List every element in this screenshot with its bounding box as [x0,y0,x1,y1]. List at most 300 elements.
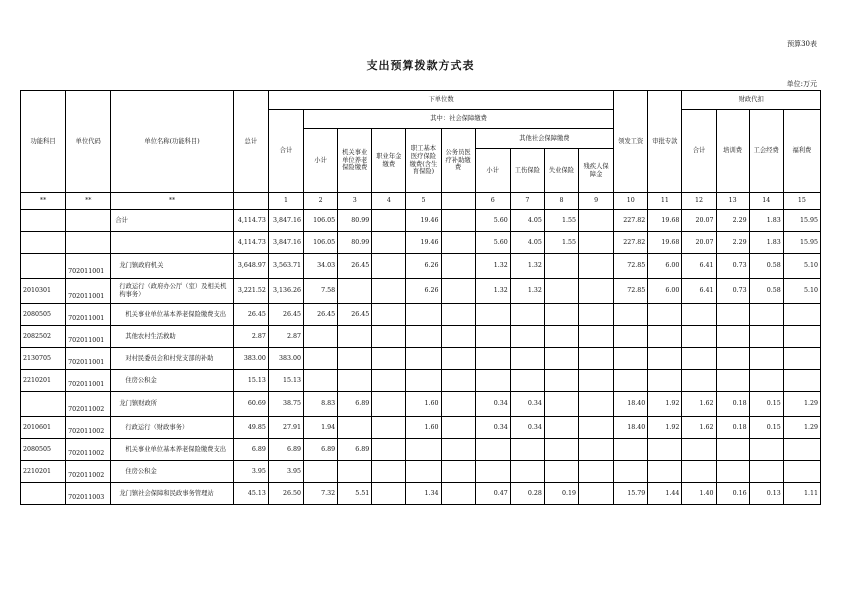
value-cell [579,392,614,417]
header-unit-name: 单位名称(功能科目) [111,91,233,193]
value-cell [716,439,749,461]
value-cell [510,348,544,370]
unit-name-cell: 龙门镇财政所 [111,392,233,417]
unit-code-cell: 702011001 [66,370,111,392]
value-cell [579,304,614,326]
value-cell: 6.89 [268,439,303,461]
value-cell: 1.83 [749,232,783,254]
value-cell: 3,136.26 [268,279,303,304]
index-cell: 3 [338,193,372,210]
value-cell [475,370,510,392]
unit-name-cell: 住房公积金 [111,461,233,483]
value-cell [648,348,682,370]
table-row [21,483,821,505]
value-cell: 5.10 [783,254,820,279]
budget-table [20,90,821,505]
func-code-cell [21,254,66,279]
value-cell [648,439,682,461]
value-cell [682,370,716,392]
value-cell: 0.28 [510,483,544,505]
table-row [21,461,821,483]
func-code-cell: 2210201 [21,370,66,392]
header-audit: 审批专款 [648,91,682,193]
value-cell: 1.32 [510,279,544,304]
value-cell: 0.18 [716,417,749,439]
header-disabled: 残疾人保障金 [579,149,614,193]
value-cell: 60.69 [233,392,268,417]
value-cell: 106.05 [304,232,338,254]
unit-name-cell: 机关事业单位基本养老保险缴费支出 [111,304,233,326]
value-cell: 1.32 [510,254,544,279]
value-cell [441,232,475,254]
value-cell [372,461,406,483]
index-cell: 2 [304,193,338,210]
value-cell: 3.95 [268,461,303,483]
unit-name-cell: 行政运行（财政事务） [111,417,233,439]
value-cell: 4,114.73 [233,232,268,254]
value-cell: 19.68 [648,232,682,254]
value-cell [338,326,372,348]
value-cell: 5.60 [475,210,510,232]
value-cell [544,279,578,304]
value-cell: 49.85 [233,417,268,439]
func-code-cell: 2082502 [21,326,66,348]
value-cell [682,348,716,370]
value-cell [406,326,441,348]
value-cell [648,304,682,326]
value-cell [304,326,338,348]
func-code-cell: 2010301 [21,279,66,304]
table-body [21,210,821,505]
value-cell: 15.95 [783,210,820,232]
header-finance: 财政代扣 [682,91,821,110]
value-cell [614,439,648,461]
unit-name-cell: 龙门镇政府机关 [111,254,233,279]
value-cell [579,417,614,439]
value-cell [441,417,475,439]
value-cell: 18.40 [614,392,648,417]
header-os-small: 小计 [475,149,510,193]
value-cell [579,254,614,279]
unit-code-cell [66,210,111,232]
value-cell: 80.99 [338,232,372,254]
header-civil-med: 公务员医疗补助缴费 [441,129,475,193]
value-cell [406,348,441,370]
value-cell: 6.41 [682,254,716,279]
value-cell [304,370,338,392]
value-cell: 227.82 [614,232,648,254]
value-cell: 106.05 [304,210,338,232]
value-cell [372,439,406,461]
index-row [21,193,821,210]
value-cell [716,348,749,370]
value-cell [372,483,406,505]
value-cell: 45.13 [233,483,268,505]
value-cell [648,370,682,392]
header-unemp: 失业保险 [544,149,578,193]
value-cell: 0.58 [749,279,783,304]
value-cell [544,304,578,326]
unit-name-cell: 对村民委员会和村党支部的补助 [111,348,233,370]
header-lower-units: 下单位数 [268,91,613,110]
value-cell: 1.40 [682,483,716,505]
value-cell [783,439,820,461]
value-cell: 383.00 [268,348,303,370]
value-cell: 2.87 [268,326,303,348]
index-cell: 15 [783,193,820,210]
value-cell: 80.99 [338,210,372,232]
header-social: 其中：社会保障缴费 [304,110,614,129]
value-cell [372,348,406,370]
header-total: 总计 [233,91,268,193]
value-cell: 1.32 [475,254,510,279]
value-cell: 27.91 [268,417,303,439]
header-annuity: 职业年金缴费 [372,129,406,193]
header-pension: 机关事业单位养老保险缴费 [338,129,372,193]
func-code-cell: 2010601 [21,417,66,439]
value-cell [441,210,475,232]
value-cell [510,461,544,483]
value-cell [372,304,406,326]
value-cell [579,483,614,505]
unit-name-cell: 机关事业单位基本养老保险缴费支出 [111,439,233,461]
func-code-cell: 2080505 [21,439,66,461]
table-header [21,91,821,210]
value-cell [749,439,783,461]
header-small: 小计 [304,129,338,193]
value-cell: 4.05 [510,232,544,254]
value-cell [441,304,475,326]
value-cell [372,210,406,232]
value-cell: 20.07 [682,210,716,232]
value-cell [406,461,441,483]
unit-name-cell [111,232,233,254]
unit-code-cell [66,232,111,254]
header-other-social: 其他社会保障缴费 [475,129,614,149]
header-injury: 工伤保险 [510,149,544,193]
unit-name-cell: 龙门镇社会保障和民政事务管理站 [111,483,233,505]
value-cell: 0.73 [716,279,749,304]
value-cell [441,279,475,304]
value-cell [304,461,338,483]
value-cell [716,304,749,326]
value-cell: 38.75 [268,392,303,417]
value-cell: 3,563.71 [268,254,303,279]
value-cell [441,392,475,417]
value-cell: 15.13 [233,370,268,392]
unit-name-cell: 行政运行（政府办公厅（室）及相关机构事务） [111,279,233,304]
value-cell [372,392,406,417]
header-salary: 领发工资 [614,91,648,193]
value-cell [614,348,648,370]
value-cell [372,326,406,348]
value-cell [544,439,578,461]
table-row [21,279,821,304]
value-cell: 3,648.97 [233,254,268,279]
value-cell: 6.41 [682,279,716,304]
value-cell [544,392,578,417]
value-cell: 6.89 [338,392,372,417]
value-cell [749,326,783,348]
value-cell [544,461,578,483]
value-cell: 7.32 [304,483,338,505]
value-cell [648,461,682,483]
value-cell: 0.34 [510,392,544,417]
value-cell [372,279,406,304]
value-cell: 3.95 [233,461,268,483]
unit-name-cell: 其他农村生活救助 [111,326,233,348]
func-code-cell [21,210,66,232]
value-cell [648,326,682,348]
value-cell: 0.18 [716,392,749,417]
value-cell: 227.82 [614,210,648,232]
unit-label: 单位:万元 [786,80,817,88]
value-cell [716,326,749,348]
value-cell [441,483,475,505]
unit-code-cell: 702011002 [66,417,111,439]
value-cell [406,370,441,392]
value-cell: 26.45 [338,304,372,326]
value-cell: 0.58 [749,254,783,279]
value-cell: 1.94 [304,417,338,439]
value-cell: 1.29 [783,417,820,439]
value-cell [441,461,475,483]
value-cell: 4.05 [510,210,544,232]
index-cell [233,193,268,210]
value-cell [749,370,783,392]
value-cell: 72.85 [614,254,648,279]
value-cell [475,304,510,326]
value-cell [372,417,406,439]
table-row [21,254,821,279]
index-cell: 9 [579,193,614,210]
value-cell: 18.40 [614,417,648,439]
value-cell [579,439,614,461]
value-cell [544,348,578,370]
value-cell [510,370,544,392]
value-cell: 2.29 [716,210,749,232]
func-code-cell [21,483,66,505]
value-cell: 7.58 [304,279,338,304]
value-cell: 3,847.16 [268,210,303,232]
value-cell [510,439,544,461]
unit-code-cell: 702011002 [66,392,111,417]
unit-code-cell: 702011002 [66,439,111,461]
header-fin-sum: 合计 [682,110,716,193]
value-cell: 1.60 [406,392,441,417]
value-cell [441,348,475,370]
doc-number: 预算30表 [787,40,817,48]
value-cell [475,439,510,461]
value-cell: 1.62 [682,392,716,417]
value-cell [406,439,441,461]
value-cell: 383.00 [233,348,268,370]
func-code-cell [21,392,66,417]
value-cell: 26.50 [268,483,303,505]
unit-name-cell: 住房公积金 [111,370,233,392]
func-code-cell [21,232,66,254]
value-cell [475,326,510,348]
func-code-cell: 2080505 [21,304,66,326]
value-cell [510,304,544,326]
index-cell: 10 [614,193,648,210]
value-cell [475,348,510,370]
index-cell: 13 [716,193,749,210]
value-cell [579,348,614,370]
index-cell: ** [21,193,66,210]
value-cell [783,461,820,483]
table-row [21,326,821,348]
value-cell: 0.47 [475,483,510,505]
value-cell: 8.83 [304,392,338,417]
value-cell: 5.51 [338,483,372,505]
value-cell [304,348,338,370]
index-cell: 11 [648,193,682,210]
value-cell [579,461,614,483]
value-cell [579,210,614,232]
unit-code-cell: 702011001 [66,326,111,348]
value-cell [338,279,372,304]
value-cell [614,370,648,392]
index-cell: 14 [749,193,783,210]
index-cell: 6 [475,193,510,210]
value-cell: 4,114.73 [233,210,268,232]
unit-name-cell: 合计 [111,210,233,232]
unit-code-cell: 702011001 [66,348,111,370]
table-row [21,439,821,461]
value-cell: 26.45 [304,304,338,326]
index-cell: ** [111,193,233,210]
value-cell: 6.89 [233,439,268,461]
value-cell: 0.34 [510,417,544,439]
value-cell: 26.45 [268,304,303,326]
value-cell: 15.79 [614,483,648,505]
table-row [21,348,821,370]
value-cell [441,370,475,392]
value-cell: 19.68 [648,210,682,232]
value-cell: 0.34 [475,417,510,439]
value-cell [614,461,648,483]
value-cell [441,254,475,279]
value-cell [510,326,544,348]
value-cell: 5.60 [475,232,510,254]
value-cell [783,370,820,392]
value-cell [338,417,372,439]
value-cell: 15.95 [783,232,820,254]
value-cell [716,370,749,392]
value-cell: 0.15 [749,417,783,439]
table-row [21,392,821,417]
value-cell [682,326,716,348]
table-row [21,210,821,232]
value-cell [682,439,716,461]
value-cell: 19.46 [406,210,441,232]
value-cell [544,370,578,392]
value-cell: 0.15 [749,392,783,417]
index-cell: 5 [406,193,441,210]
value-cell [338,461,372,483]
header-medical: 职工基本医疗保险缴费(含生育保险) [406,129,441,193]
unit-code-cell: 702011001 [66,254,111,279]
value-cell: 1.83 [749,210,783,232]
table-row [21,370,821,392]
value-cell: 19.46 [406,232,441,254]
value-cell [783,326,820,348]
value-cell: 6.26 [406,279,441,304]
value-cell: 26.45 [338,254,372,279]
value-cell [749,304,783,326]
unit-code-cell: 702011003 [66,483,111,505]
func-code-cell: 2210201 [21,461,66,483]
value-cell: 1.92 [648,417,682,439]
unit-code-cell: 702011001 [66,304,111,326]
value-cell: 20.07 [682,232,716,254]
table-row [21,417,821,439]
unit-code-cell: 702011001 [66,279,111,304]
value-cell [441,326,475,348]
value-cell [372,370,406,392]
page-title: 支出预算拨款方式表 [366,59,475,72]
value-cell [372,232,406,254]
value-cell [338,370,372,392]
value-cell: 2.29 [716,232,749,254]
value-cell: 0.16 [716,483,749,505]
value-cell: 72.85 [614,279,648,304]
index-cell: ** [66,193,111,210]
value-cell: 15.13 [268,370,303,392]
header-sum: 合计 [268,110,303,193]
value-cell: 0.19 [544,483,578,505]
value-cell: 1.92 [648,392,682,417]
value-cell [579,370,614,392]
value-cell [579,326,614,348]
value-cell [544,326,578,348]
value-cell [682,461,716,483]
value-cell [783,348,820,370]
value-cell: 0.73 [716,254,749,279]
header-unit-code: 单位代码 [66,91,111,193]
value-cell [682,304,716,326]
value-cell: 3,221.52 [233,279,268,304]
value-cell: 1.44 [648,483,682,505]
value-cell: 1.11 [783,483,820,505]
value-cell: 6.00 [648,279,682,304]
value-cell [372,254,406,279]
value-cell [716,461,749,483]
value-cell: 1.55 [544,210,578,232]
value-cell: 26.45 [233,304,268,326]
value-cell: 0.34 [475,392,510,417]
value-cell [614,304,648,326]
value-cell: 3,847.16 [268,232,303,254]
index-cell [441,193,475,210]
header-union: 工会经费 [749,110,783,193]
value-cell [579,279,614,304]
index-cell: 12 [682,193,716,210]
value-cell [406,304,441,326]
header-train: 培训费 [716,110,749,193]
value-cell [783,304,820,326]
unit-code-cell: 702011002 [66,461,111,483]
index-cell: 1 [268,193,303,210]
value-cell [338,348,372,370]
header-func-code: 功能科目 [21,91,66,193]
value-cell [579,232,614,254]
value-cell [475,461,510,483]
value-cell: 6.89 [304,439,338,461]
value-cell: 1.60 [406,417,441,439]
index-cell: 7 [510,193,544,210]
